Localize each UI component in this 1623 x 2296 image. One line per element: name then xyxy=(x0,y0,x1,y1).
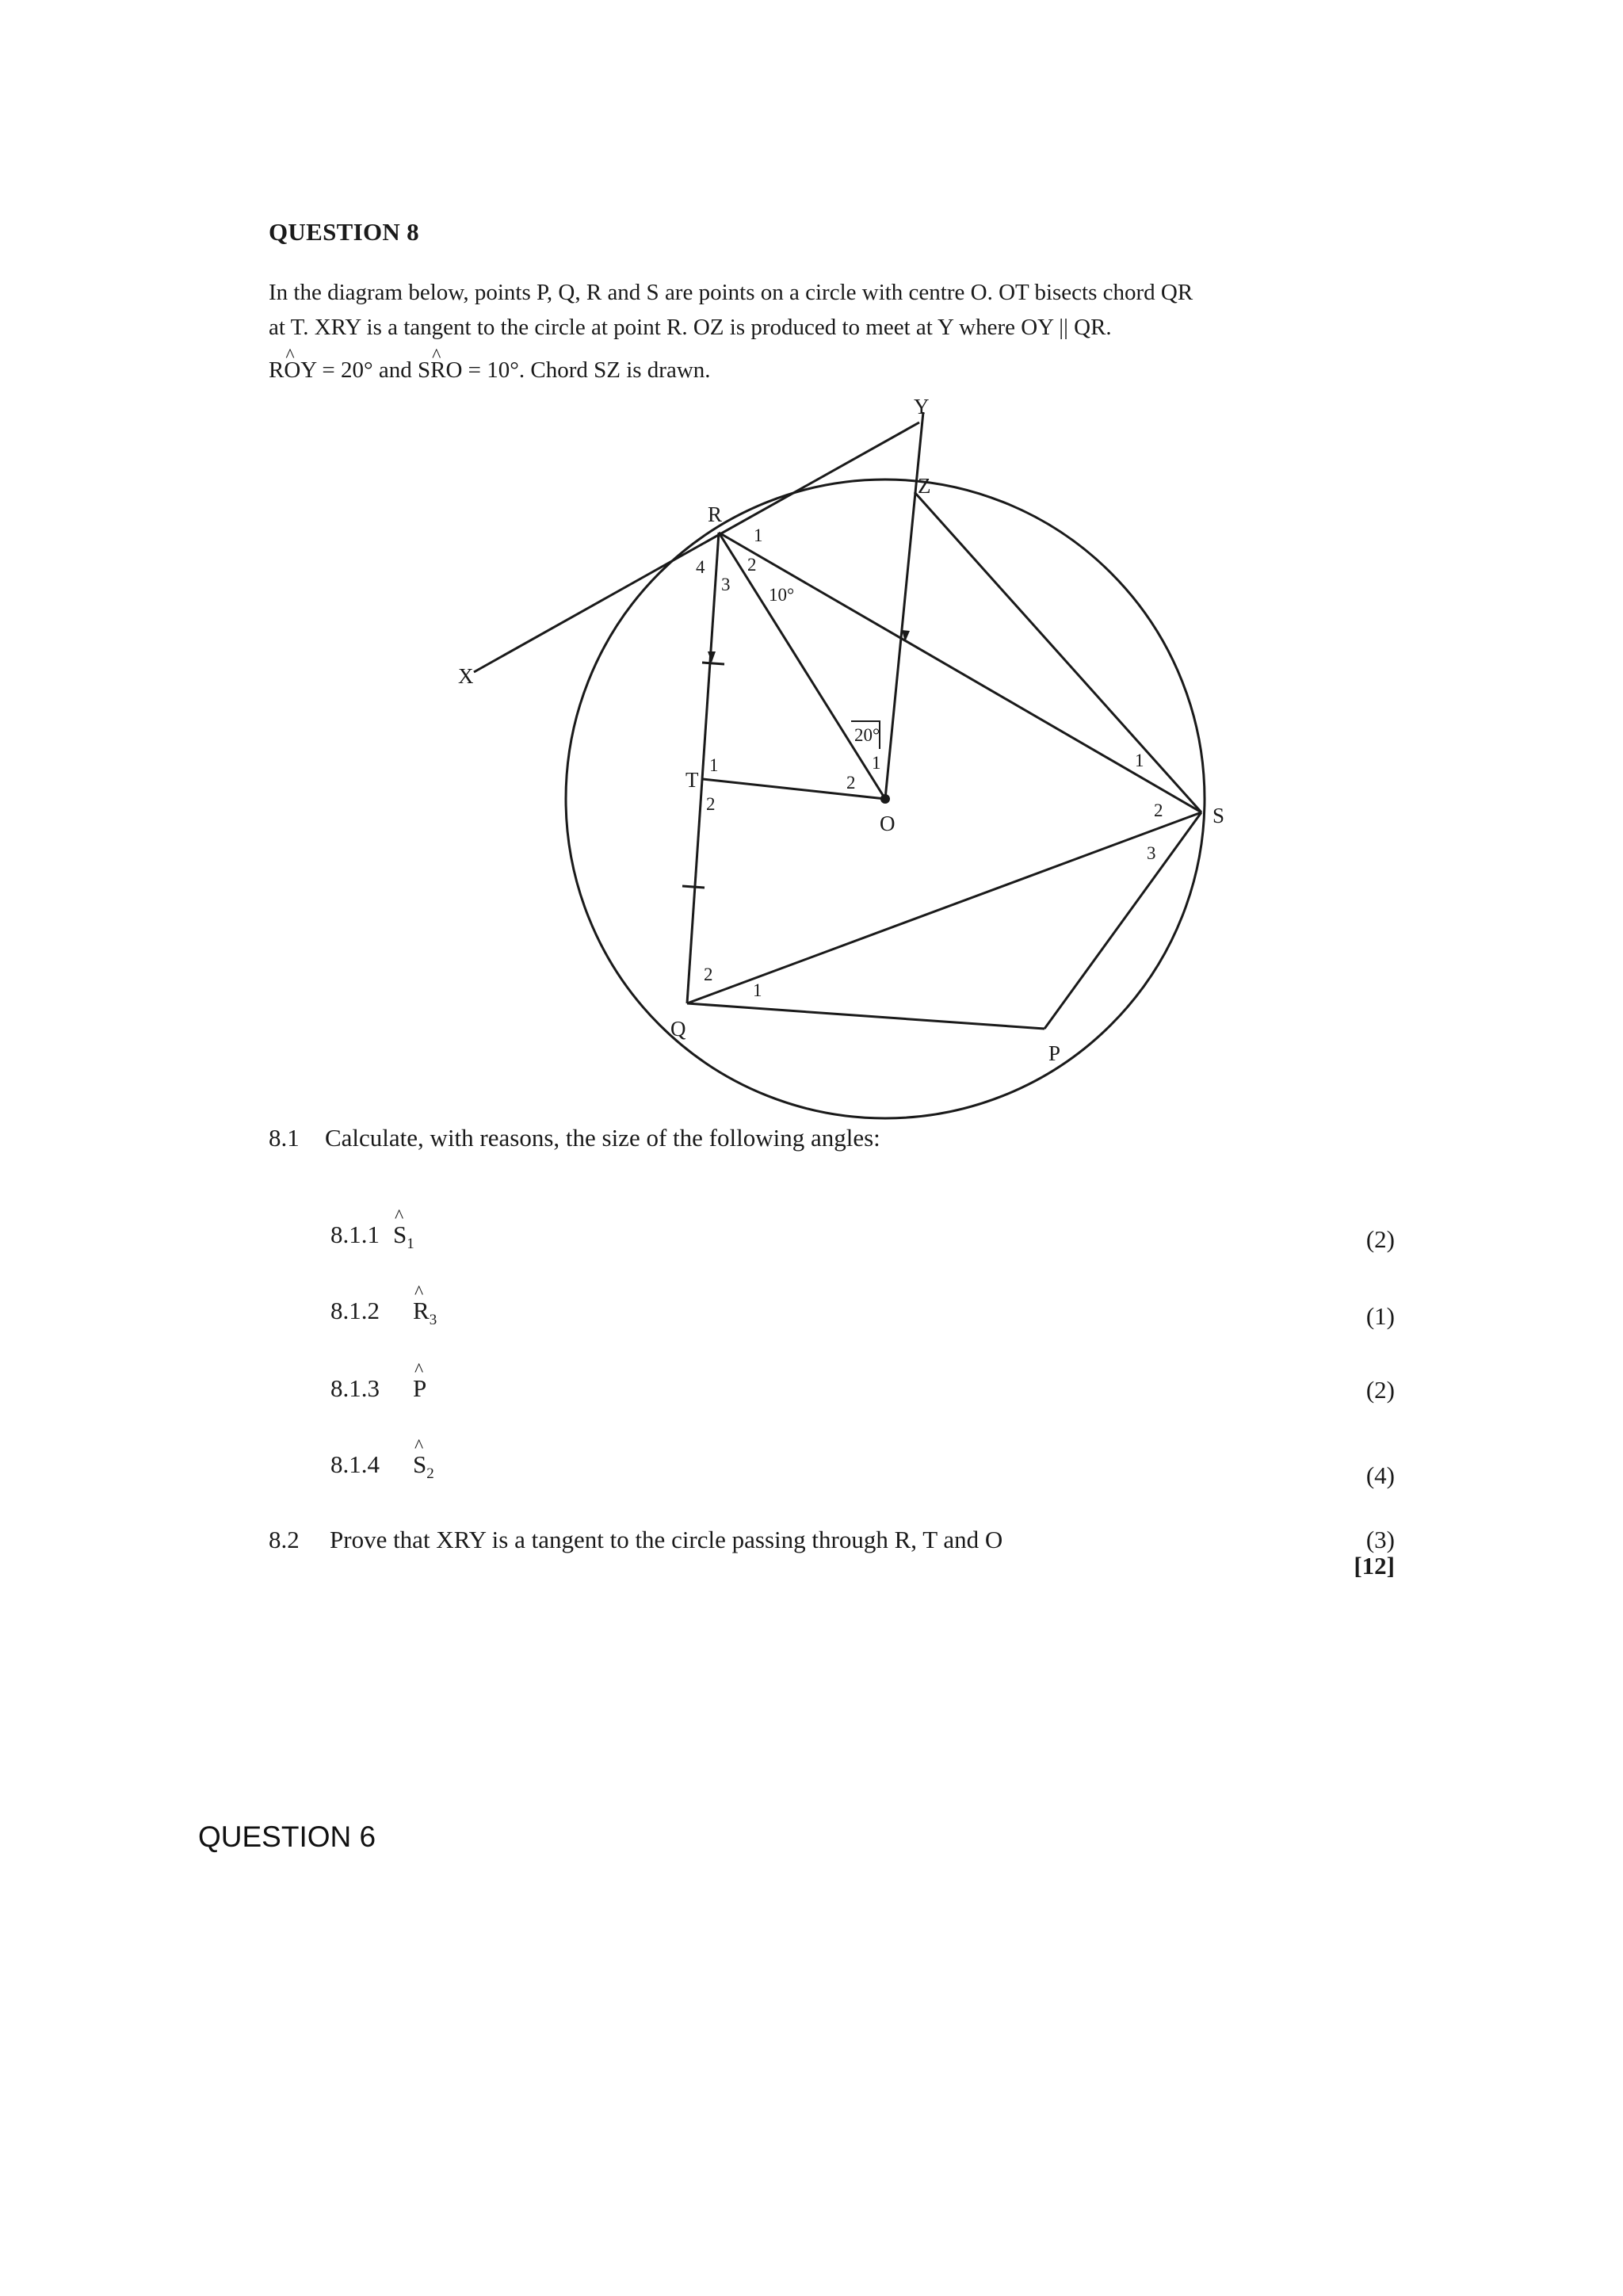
angle-roy-value: 20° xyxy=(854,725,880,745)
intro-angle-roy-rest: Y = 20° and S xyxy=(300,357,431,383)
angle-sro-value: 10° xyxy=(769,585,795,605)
angle-t1: 1 xyxy=(709,755,719,775)
angle-s3: 3 xyxy=(1147,843,1156,863)
chord-zs xyxy=(915,492,1201,812)
angle-r1: 1 xyxy=(754,525,763,545)
item-8-1-3-marks: (2) xyxy=(1365,1376,1395,1404)
line-ot xyxy=(703,779,885,799)
label-r: R xyxy=(708,502,723,526)
chord-qp xyxy=(687,1003,1044,1029)
item-8-1-4-marks: (4) xyxy=(1365,1461,1395,1489)
label-y: Y xyxy=(914,395,930,418)
item-8-1-1-angle xyxy=(393,1221,414,1253)
item-8-1-4-sub: 2 xyxy=(426,1465,434,1482)
item-8-1-1-marks: (2) xyxy=(1365,1225,1395,1253)
item-8-1-2-letter: ^ R xyxy=(413,1297,430,1325)
line-oy xyxy=(885,412,923,799)
intro-angle-sro-r: ^ R xyxy=(430,353,445,388)
item-8-1-3-letter: ^ P xyxy=(413,1374,426,1403)
item-8-1-1-number: 8.1.1 xyxy=(330,1221,380,1248)
tangent-xry xyxy=(474,422,919,672)
item-8-1-2-angle xyxy=(413,1297,437,1329)
line-ro xyxy=(719,533,885,799)
angle-r2: 2 xyxy=(747,555,757,575)
angle-t2: 2 xyxy=(706,794,716,814)
label-t: T xyxy=(685,768,699,792)
label-p: P xyxy=(1048,1041,1061,1065)
angle-q1: 1 xyxy=(753,980,762,1000)
label-z: Z xyxy=(918,474,931,498)
part-8-2-text: Prove that XRY is a tangent to the circle passing through R, T and O xyxy=(330,1526,1003,1553)
intro-line-2: at T. XRY is a tangent to the circle at point R. OZ is produced to meet at Y where OY || QR. xyxy=(269,315,1112,340)
item-8-1-3-number: 8.1.3 xyxy=(330,1374,380,1402)
angle-q2: 2 xyxy=(704,965,713,984)
centre-dot-o xyxy=(880,794,890,804)
angle-o2: 2 xyxy=(846,773,856,793)
part-8-1-text: Calculate, with reasons, the size of the following angles: xyxy=(325,1124,880,1152)
chord-qs xyxy=(687,812,1201,1003)
angle-o1: 1 xyxy=(872,753,881,773)
item-8-1-1-letter: ^ S xyxy=(393,1221,407,1249)
item-8-1-4-letter: ^ S xyxy=(413,1450,426,1479)
item-8-1-4-number: 8.1.4 xyxy=(330,1450,380,1478)
question-8-title: QUESTION 8 xyxy=(269,218,419,246)
intro-angle-roy-o: ^ O xyxy=(284,353,300,388)
item-8-1-1-sub: 1 xyxy=(407,1236,414,1252)
item-8-1-4-angle xyxy=(413,1450,434,1483)
label-x: X xyxy=(458,664,474,688)
intro-angle-roy-r: R xyxy=(269,357,285,383)
tick-mark-lower xyxy=(682,886,705,888)
label-o: O xyxy=(880,812,896,835)
chord-ps xyxy=(1044,812,1201,1029)
item-8-1-3-angle xyxy=(413,1374,426,1403)
intro-line-1: In the diagram below, points P, Q, R and S are points on a circle with centre O. OT bisects chord QR xyxy=(269,280,1193,305)
part-8-1-number: 8.1 xyxy=(269,1124,300,1152)
line-rs xyxy=(719,533,1201,812)
label-q: Q xyxy=(670,1017,686,1041)
item-8-1-2-marks: (1) xyxy=(1365,1302,1395,1330)
question-8-total: [12] xyxy=(1354,1552,1395,1580)
item-8-1-2-number: 8.1.2 xyxy=(330,1297,380,1324)
tick-mark-upper xyxy=(702,663,724,664)
part-8-2-marks: (3) xyxy=(1365,1526,1395,1553)
parallel-arrow-qr xyxy=(708,651,716,663)
item-8-1-2-sub: 3 xyxy=(429,1312,437,1328)
angle-r4: 4 xyxy=(696,557,705,577)
angle-s1: 1 xyxy=(1135,751,1144,770)
intro-angle-sro-rest: O = 10°. Chord SZ is drawn. xyxy=(445,357,711,383)
question-6-title: QUESTION 6 xyxy=(198,1820,376,1853)
angle-s2: 2 xyxy=(1154,800,1163,820)
angle-r3: 3 xyxy=(721,575,731,594)
label-s: S xyxy=(1212,804,1225,827)
part-8-2-number: 8.2 xyxy=(269,1526,300,1553)
